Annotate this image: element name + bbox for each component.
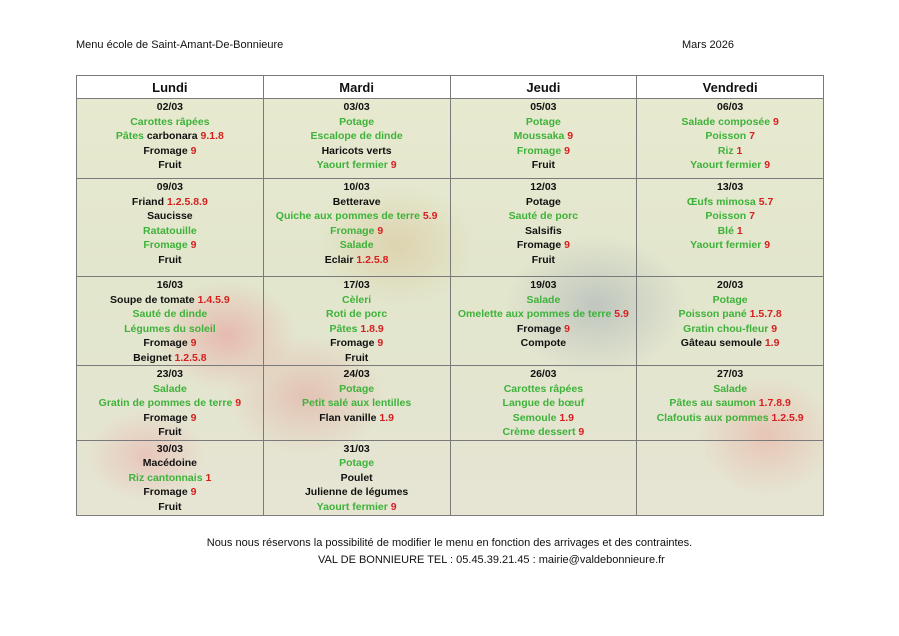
dish-item [264,209,450,224]
dish-item [637,396,823,411]
dish-item [637,322,823,337]
dish-item [637,382,823,397]
allergen-codes: 9.1.8 [200,130,224,142]
dish-name: Yaourt fermier [316,159,388,171]
allergen-codes: 1.7.8.9 [758,397,791,409]
dish-name: Clafoutis aux pommes [656,411,769,424]
dish-item [77,115,263,130]
dish-item [637,144,823,159]
day-cell [77,99,264,179]
dish-name: Julienne de légumes [304,486,409,498]
dish-name: Fruit [158,426,182,438]
allergen-codes: 1 [205,471,212,484]
dish-item [77,238,263,253]
dish-item [451,396,637,411]
day-cell [77,277,264,366]
allergen-codes: 5.9 [422,210,438,222]
dish-item [77,209,263,224]
dish-name: Betterave [332,195,381,208]
dish-name: Yaourt fermier [690,159,762,171]
menu-body [77,99,824,516]
day-cell [263,277,450,366]
dish-item [77,456,263,471]
dish-name: Fromage [143,486,188,498]
day-cell [637,440,824,515]
allergen-codes: 9 [764,159,771,171]
dish-item [264,144,450,159]
allergen-codes: 1.5.7.8 [749,308,782,320]
dish-name: Poisson [705,130,747,142]
dish-name: Flan vanille [319,411,377,424]
dish-item [264,293,450,308]
dish-item [77,382,263,397]
dish-item [77,336,263,351]
dish-name: Gâteau semoule [680,337,762,349]
allergen-codes: 1 [736,144,743,157]
allergen-codes: 9 [771,322,778,335]
dish-name-part: carbonara [146,130,198,142]
dish-item [77,253,263,268]
dish-item [264,396,450,411]
dish-item [264,253,450,268]
dish-item [264,382,450,397]
dish-name: Salade [526,293,561,306]
dish-name: Blé [717,224,734,237]
day-cell [450,440,637,515]
allergen-codes: 9 [235,397,242,409]
dish-name: Haricots verts [321,144,392,157]
dish-item [264,195,450,210]
allergen-codes: 9 [773,115,779,128]
dish-item [77,411,263,426]
dish-name: Fruit [158,500,182,513]
dish-item [451,129,637,144]
contact-info: VAL DE BONNIEURE TEL : 05.45.39.21.45 : mairie@valdebonnieure.fr [318,554,665,566]
dish-name: Fromage [143,144,188,157]
dish-name: Friand [131,195,165,208]
allergen-codes: 1.2.5.8.9 [166,195,208,208]
dish-name: Carottes râpées [130,115,210,128]
column-header-friday: Vendredi [637,76,824,99]
dish-name: Yaourt fermier [316,500,388,513]
allergen-codes: 1.4.5.9 [197,293,230,306]
dish-name: Riz cantonnais [128,471,203,484]
dish-item [451,209,637,224]
day-cell [263,366,450,441]
dish-item [77,195,263,210]
dish-item [451,115,637,130]
day-cell [263,440,450,515]
dish-name: Potage [525,115,561,128]
day-date: 13/03 [716,181,744,193]
allergen-codes: 9 [564,144,570,157]
dish-item [77,471,263,486]
day-date: 19/03 [530,279,557,291]
dish-name: Yaourt fermier [690,239,762,251]
dish-item [264,224,450,239]
dish-name: Saucisse [147,210,193,222]
day-date: 02/03 [156,101,184,113]
day-date: 20/03 [716,279,744,291]
day-cell [637,99,824,179]
dish-item [637,129,823,144]
dish-item [451,144,637,159]
menu-change-notice: Nous nous réservons la possibilité de modifier le menu en fonction des arrivages et des contraintes. [206,537,693,549]
dish-name: Fruit [158,159,182,171]
week-row [77,366,824,441]
dish-item [77,351,263,366]
dish-name: Salade [713,382,748,395]
dish-item [637,209,823,224]
allergen-codes: 1.9 [764,337,780,349]
column-header-monday: Lundi [77,76,264,99]
dish-item [77,500,263,515]
dish-name: Fromage [143,239,188,251]
day-date: 16/03 [156,279,184,291]
allergen-codes: 1.9 [379,411,394,424]
day-date: 06/03 [716,101,744,113]
dish-name: Compote [520,337,567,349]
dish-item [77,293,263,308]
dish-name: Gratin chou-fleur [683,322,769,335]
day-cell [637,277,824,366]
day-date: 09/03 [156,181,184,193]
day-date: 05/03 [530,101,557,113]
dish-item [77,425,263,440]
dish-name: Fromage [143,337,188,349]
dish-name: Fromage [516,144,562,157]
menu-period: Mars 2026 [682,39,734,51]
week-row [77,179,824,277]
day-cell [77,440,264,515]
allergen-codes: 9 [764,239,771,251]
dish-name: Quiche aux pommes de terre [275,210,420,222]
allergen-codes: 9 [190,239,197,251]
table-header-row [77,76,824,99]
dish-name: Macédoine [142,457,197,469]
dish-item [451,307,637,322]
dish-item [264,307,450,322]
dish-name: Crème dessert [502,426,576,438]
dish-name: Poulet [340,471,373,484]
menu-table [76,75,824,516]
allergen-codes: 1.2.5.8 [174,351,207,364]
week-row [77,99,824,179]
day-cell [637,366,824,441]
allergen-codes: 5.9 [614,308,629,320]
allergen-codes: 7 [749,210,755,222]
dish-item [264,336,450,351]
dish-item [637,238,823,253]
dish-item [451,224,637,239]
dish-name: Eclair [324,253,354,266]
allergen-codes: 9 [390,159,397,171]
dish-item [451,253,637,268]
dish-name: Moussaka [513,130,565,142]
dish-name: Salade composée [681,115,771,128]
dish-name: Ratatouille [143,224,197,237]
dish-item [77,307,263,322]
day-cell [263,179,450,277]
allergen-codes: 1.2.5.9 [771,411,804,424]
dish-name: Pâtes [115,130,147,142]
dish-item [637,158,823,173]
day-date: 30/03 [156,442,184,455]
dish-name: Potage [339,382,375,395]
day-date: 03/03 [343,101,370,113]
allergen-codes: 9 [377,337,384,349]
dish-item [451,411,637,426]
dish-name: Semoule [512,411,557,424]
dish-item [637,411,823,426]
dish-item [451,293,637,308]
dish-name: Salade [152,382,187,395]
dish-name: Omelette aux pommes de terre [457,308,612,320]
allergen-codes: 9 [377,224,384,237]
day-date: 12/03 [530,181,557,193]
dish-name: Salsifis [524,224,562,237]
column-header-tuesday: Mardi [263,76,450,99]
dish-item [451,322,637,337]
dish-name: Potage [339,457,375,469]
day-cell [77,366,264,441]
dish-name: Potage [525,195,561,208]
dish-name: Potage [339,115,375,128]
dish-name: Petit salé aux lentilles [302,397,412,409]
dish-item [637,336,823,351]
week-row [77,440,824,515]
dish-name: Poisson [705,210,747,222]
allergen-codes: 9 [390,500,397,513]
dish-name: Œufs mimosa [686,195,756,208]
dish-name: Fromage [330,224,375,237]
dish-item [77,396,263,411]
dish-item [264,485,450,500]
dish-item [451,336,637,351]
dish-item [264,500,450,515]
day-date: 31/03 [343,442,370,455]
allergen-codes: 9 [190,411,197,424]
dish-item [637,115,823,130]
dish-name: Fruit [158,253,182,266]
day-cell [637,179,824,277]
dish-name: Escalope de dinde [310,130,403,142]
day-date: 17/03 [343,279,370,291]
dish-item [77,224,263,239]
day-date: 24/03 [343,368,370,380]
week-row [77,277,824,366]
document-title: Menu école de Saint-Amant-De-Bonnieure [76,39,284,51]
allergen-codes: 5.7 [758,195,774,208]
dish-item [264,351,450,366]
dish-item [637,293,823,308]
allergen-codes: 1.2.5.8 [356,253,389,266]
allergen-codes: 1 [736,224,743,237]
day-date: 23/03 [156,368,184,380]
dish-item [637,307,823,322]
dish-item [264,129,450,144]
day-cell [450,99,637,179]
dish-name: Poisson pané [678,308,747,320]
dish-item [637,224,823,239]
day-cell [77,179,264,277]
dish-item [451,238,637,253]
dish-item [77,144,263,159]
dish-name: Sauté de dinde [132,308,208,320]
dish-name: Potage [712,293,748,306]
day-cell [263,99,450,179]
dish-name: Fromage [516,239,562,251]
dish-name: Pâtes [329,322,358,335]
dish-item [451,382,637,397]
dish-item [451,158,637,173]
day-cell [450,366,637,441]
allergen-codes: 9 [190,144,197,157]
dish-item [77,485,263,500]
dish-item [264,238,450,253]
dish-name: Fruit [531,159,556,171]
dish-item [264,115,450,130]
dish-name: Roti de porc [325,308,388,320]
allergen-codes: 7 [749,130,755,142]
dish-item [637,195,823,210]
dish-name: Fromage [516,322,562,335]
allergen-codes: 9 [564,239,570,251]
allergen-codes: 1.8.9 [360,322,384,335]
dish-name: Salade [339,239,374,251]
dish-item [264,456,450,471]
allergen-codes: 9 [578,426,585,438]
dish-item [264,158,450,173]
dish-name: Légumes du soleil [124,322,216,335]
dish-item [451,425,637,440]
dish-item [451,195,637,210]
day-date: 27/03 [716,368,744,380]
allergen-codes: 1.9 [559,411,575,424]
dish-name: Riz [717,144,734,157]
dish-name: Pâtes au saumon [669,397,756,409]
dish-name: Fruit [344,351,369,364]
allergen-codes: 9 [190,337,197,349]
dish-name: Fromage [330,337,375,349]
dish-item [77,129,263,144]
day-date: 10/03 [343,181,370,193]
allergen-codes: 9 [190,486,197,498]
day-cell [450,277,637,366]
dish-name: Gratin de pommes de terre [98,397,233,409]
dish-name: Cèleri [342,293,372,306]
dish-name: Beignet [133,351,172,364]
dish-name: Fromage [143,411,188,424]
dish-name: Soupe de tomate [110,293,195,306]
dish-name: Sauté de porc [508,210,579,222]
dish-item [264,411,450,426]
dish-name: Carottes râpées [503,382,584,395]
allergen-codes: 9 [564,322,570,335]
dish-name: Langue de bœuf [502,397,585,409]
dish-item [77,322,263,337]
column-header-thursday: Jeudi [450,76,637,99]
day-date: 26/03 [530,368,557,380]
allergen-codes: 9 [567,130,574,142]
dish-name: Fruit [531,253,556,266]
dish-item [77,158,263,173]
day-cell [450,179,637,277]
dish-item [264,322,450,337]
dish-item [264,471,450,486]
